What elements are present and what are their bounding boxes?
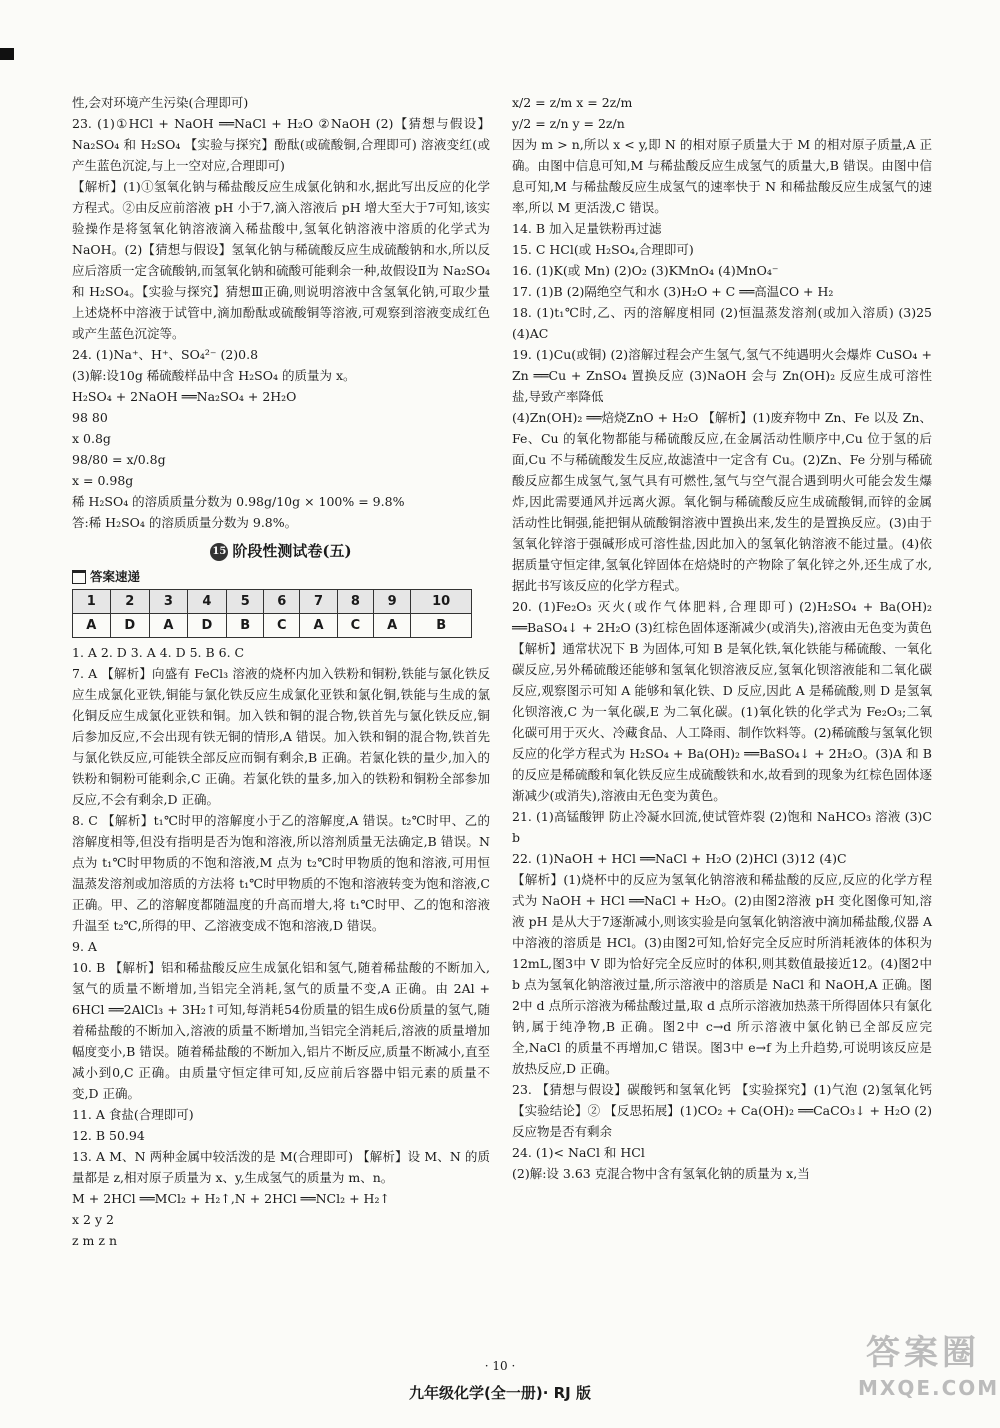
answer-7: 7. A 【解析】向盛有 FeCl₃ 溶液的烧杯内加入铁粉和铜粉,铁能与氯化铁反应生成氯化亚铁,铜能与氯化铁反应生成氯化亚铁和氯化铜,铁能与生成的氯化铜反应生成氯化亚铁和铜。加入铁和铜的混合物,铁首先与氯化铁反应,铜后参加反应,不会出现有铁无铜的情形,A 错误。加入铁和铜的混合物,铁首先与氯化铁反应,可能铁全部反应而铜有剩余,B 正确。若氯化铁的量少,加入的铁粉和铜粉可能剩余,C 正确。若氯化铁的量多,加入的铁粉和铜粉全部参加反应,不会有剩余,D 正确。	[72, 666, 490, 807]
answer-13: 13. A M、N 两种金属中较活泼的是 M(合理即可) 【解析】设 M、N 的质量都是 z,相对原子质量为 x、y,生成氢气的质量为 m、n。	[72, 1149, 490, 1185]
book-icon	[72, 570, 86, 584]
solution-24: (2)解:设 3.63 克混合物中含有氢氧化钠的质量为 x,当	[512, 1166, 810, 1181]
table-cell: B	[227, 614, 264, 638]
answer-20: 20. (1)Fe₂O₃ 灭火(或作气体肥料,合理即可) (2)H₂SO₄ + Ba(OH)₂ ══BaSO₄↓ + 2H₂O (3)红棕色固体逐渐减少(或消失),溶液由无色变为黄色 【解析】通常状况下 B 为固体,可知 B 是氧化铁,氧化铁能与稀硫酸、一氧化碳反应,另外稀硫酸还能够和氢氧化钡溶液反应,氢氧化钡溶液能和二氧化碳反应,观察图示可知 A 能够和氧化铁、D 反应,因此 A 是稀硫酸,则 D 是氢氧化钡溶液,C 为一氧化碳,E 为二氧化碳。(1)氧化铁的化学式为 Fe₂O₃;二氧化碳可用于灭火、冷藏食品、人工降雨、制作饮料等。(2)稀硫酸与氢氧化钡反应的化学方程式为 H₂SO₄ + Ba(OH)₂ ══BaSO₄↓ + 2H₂O。(3)A 和 B 的反应是稀硫酸和氧化铁反应生成硫酸铁和水,故看到的现象为红棕色固体逐渐减少(或消失),溶液由无色变为黄色。	[512, 599, 932, 803]
answer-23: 23. (1)①HCl + NaOH ══NaCl + H₂O ②NaOH (2)【猜想与假设】Na₂SO₄ 和 H₂SO₄ 【实验与探究】酚酞(或硫酸铜,合理即可) 溶液变红(或产生蓝色沉淀,与上一空对应,合理即可)	[72, 116, 490, 173]
left-column	[72, 92, 490, 1251]
table-cell: A	[150, 614, 188, 638]
analysis-22: 【解析】(1)烧杯中的反应为氢氧化钠溶液和稀盐酸的反应,反应的化学方程式为 NaOH + HCl ══NaCl + H₂O。(2)由图2溶液 pH 变化图像可知,溶液 pH 是从大于7逐渐减小,则该实验是向氢氧化钠溶液中滴加稀盐酸,仪器 A 中溶液的溶质是 HCl。(3)由图2可知,恰好完全反应时所消耗液体的体积为 12mL,图3中 V 即为恰好完全反应时的体积,则其数值最接近12。(4)图2中 b 点为氢氧化钠溶液过量,所示溶液中的溶质是 NaCl 和 NaOH,A 正确。图2中 d 点所示溶液为稀盐酸过量,取 d 点所示溶液加热蒸干所得固体只有氯化钠,属于纯净物,B 正确。图2中 c→d 所示溶液中氯化钠已全部反应完全,NaCl 的质量不再增加,C 错误。图3中 e→f 为上升趋势,可说明该反应是放热反应,D 正确。	[512, 872, 932, 1076]
watermark-top: 答案圈	[866, 1333, 980, 1373]
answer-23: 23. 【猜想与假设】碳酸钙和氢氧化钙 【实验探究】(1)气泡 (2)氢氧化钙 【实验结论】② 【反思拓展】(1)CO₂ + Ca(OH)₂ ══CaCO₃↓ + H₂O (2)反应物是否有剩余	[512, 1082, 932, 1139]
table-cell: 7	[300, 590, 338, 614]
table-cell: A	[373, 614, 411, 638]
answer-14: 14. B 加入足量铁粉再过滤	[512, 221, 662, 236]
answers-1-6: 1. A 2. D 3. A 4. D 5. B 6. C	[72, 645, 245, 660]
answer-22: 22. (1)NaOH + HCl ══NaCl + H₂O (2)HCl (3)12 (4)C	[512, 851, 847, 866]
answer-17: 17. (1)B (2)隔绝空气和水 (3)H₂O + C ══高温CO + H₂	[512, 284, 834, 299]
table-cell: 3	[150, 590, 188, 614]
proportion: 98/80 = x/0.8g	[72, 452, 166, 467]
right-column	[512, 92, 932, 1184]
table-cell: B	[411, 614, 472, 638]
analysis-13: 因为 m > n,所以 x < y,即 N 的相对原子质量大于 M 的相对原子质量,A 正确。由图中信息可知,M 与稀盐酸反应生成氢气的质量大,B 错误。由图中信息可知,M 与稀盐酸反应生成氢气的速率快于 N 和稀盐酸反应生成氢气的速率,所以 M 更活泼,C 错误。	[512, 137, 932, 215]
answer-10: 10. B 【解析】铝和稀盐酸反应生成氯化铝和氢气,随着稀盐酸的不断加入,氢气的质量不断增加,当铝完全消耗,氢气的质量不变,A 正确。由 2Al + 6HCl ══2AlCl₃ + 3H₂↑可知,每消耗54份质量的铝生成6份质量的氢气,随着稀盐酸的不断加入,溶液的质量不断增加,当铝完全消耗后,溶液的质量增加幅度变小,B 错误。随着稀盐酸的不断加入,铝片不断反应,质量不断减小,直至减小到0,C 正确。由质量守恒定律可知,反应前后容器中铝元素的质量不变,D 正确。	[72, 960, 490, 1101]
footer-title: 九年级化学(全一册)· RJ 版	[409, 1384, 591, 1402]
answer-9: 9. A	[72, 939, 97, 954]
section-title-text: 阶段性测试卷(五)	[232, 542, 352, 560]
section-badge: 15	[210, 543, 228, 561]
table-cell: D	[110, 614, 150, 638]
table-cell: 1	[73, 590, 111, 614]
answer-8: 8. C 【解析】t₁℃时甲的溶解度小于乙的溶解度,A 错误。t₂℃时甲、乙的溶解度相等,但没有指明是否为饱和溶液,所以溶剂质量无法确定,B 错误。N 点为 t₁℃时甲物质的不饱和溶液,M 点为 t₂℃时甲物质的饱和溶液,可用恒温蒸发溶剂或加溶质的方法将 t₁℃时甲物质的不饱和溶液转变为饱和溶液,C 正确。甲、乙的溶解度都随温度的升高而增大,将 t₁℃时甲、乙的饱和溶液升温至 t₂℃,所得的甲、乙溶液变成不饱和溶液,D 错误。	[72, 813, 490, 933]
table-cell: 8	[337, 590, 373, 614]
mass-fraction: 稀 H₂SO₄ 的溶质质量分数为 0.98g/10g × 100% = 9.8%	[72, 494, 405, 509]
table-cell: 5	[227, 590, 264, 614]
analysis-23: 【解析】(1)①氢氧化钠与稀盐酸反应生成氯化钠和水,据此写出反应的化学方程式。②由反应前溶液 pH 小于7,滴入溶液后 pH 增大至大于7可知,该实验操作是将氢氧化钠溶液滴入稀盐酸中,氢氧化钠溶液中溶质的化学式为 NaOH。(2)【猜想与假设】氢氧化钠与稀硫酸反应生成硫酸钠和水,所以反应后溶质一定含硫酸钠,而氢氧化钠和硫酸可能剩余一种,故假设Ⅱ为 Na₂SO₄ 和 H₂SO₄。【实验与探究】猜想Ⅲ正确,则说明溶液中含氢氧化钠,可取少量上述烧杯中溶液于试管中,滴加酚酞或硫酸铜等溶液,可观察到溶液变成红色或产生蓝色沉淀等。	[72, 179, 490, 341]
answer-15: 15. C HCl(或 H₂SO₄,合理即可)	[512, 242, 694, 257]
answer-table-numbers	[73, 590, 472, 614]
table-cell: C	[337, 614, 373, 638]
answer-16: 16. (1)K(或 Mn) (2)O₂ (3)KMnO₄ (4)MnO₄⁻	[512, 263, 779, 278]
proportion: y/2 = z/n y = 2z/n	[512, 116, 625, 131]
answer-quick-label: 答案速递	[90, 569, 141, 584]
table-cell: D	[187, 614, 227, 638]
ratio-line: x 0.8g	[72, 431, 111, 446]
watermark-bottom: MXQE.COM	[858, 1376, 1000, 1400]
answer-24: 24. (1)< NaCl 和 HCl	[512, 1145, 645, 1160]
answer-24: 24. (1)Na⁺、H⁺、SO₄²⁻ (2)0.8	[72, 347, 259, 362]
page-number: · 10 ·	[484, 1359, 516, 1373]
table-cell: 2	[110, 590, 150, 614]
answer-table-answers	[73, 614, 472, 638]
answer-18: 18. (1)t₁℃时,乙、丙的溶解度相同 (2)恒温蒸发溶剂(或加入溶质) (3)25 (4)AC	[512, 305, 932, 341]
proportion: x/2 = z/m x = 2z/m	[512, 95, 633, 110]
solution-24: (3)解:设10g 稀硫酸样品中含 H₂SO₄ 的质量为 x。	[72, 368, 356, 383]
answer-21: 21. (1)高锰酸钾 防止冷凝水回流,使试管炸裂 (2)饱和 NaHCO₃ 溶液 (3)C b	[512, 809, 932, 845]
equation: M + 2HCl ══MCl₂ + H₂↑,N + 2HCl ══NCl₂ + H₂↑	[72, 1191, 390, 1206]
answer-quick-heading	[72, 566, 490, 587]
paragraph: 性,会对环境产生污染(合理即可)	[72, 95, 249, 110]
result: x = 0.98g	[72, 473, 134, 488]
ratio-line: 98 80	[72, 410, 108, 425]
corner-mark	[0, 48, 14, 60]
watermark-logo	[858, 1330, 1000, 1420]
table-cell: C	[264, 614, 300, 638]
answer-12: 12. B 50.94	[72, 1128, 145, 1143]
table-cell: A	[300, 614, 338, 638]
table-cell: A	[73, 614, 111, 638]
table-cell: 9	[373, 590, 411, 614]
table-cell: 4	[187, 590, 227, 614]
ratio-line: z m z n	[72, 1233, 117, 1248]
final-answer: 答:稀 H₂SO₄ 的溶质质量分数为 9.8%。	[72, 515, 298, 530]
answer-11: 11. A 食盐(合理即可)	[72, 1107, 194, 1122]
answer-19: 19. (1)Cu(或铜) (2)溶解过程会产生氢气,氢气不纯遇明火会爆炸 CuSO₄ + Zn ══Cu + ZnSO₄ 置换反应 (3)NaOH 会与 Zn(OH)₂ 反应生成可溶性盐,导致产率降低	[512, 347, 932, 404]
equation: H₂SO₄ + 2NaOH ══Na₂SO₄ + 2H₂O	[72, 389, 297, 404]
analysis-19: (4)Zn(OH)₂ ══焙烧ZnO + H₂O 【解析】(1)废弃物中 Zn、Fe 以及 Zn、Fe、Cu 的氧化物都能与稀硫酸反应,在金属活动性顺序中,Cu 位于氢的后面,Cu 不与稀硫酸发生反应,故滤渣中一定含有 Cu。(2)Zn、Fe 分别与稀硫酸反应都生成氢气,氢气具有可燃性,氢气与空气混合遇到明火可能会发生爆炸,因此需要通风并远离火源。氧化铜与稀硫酸反应生成硫酸铜,而锌的金属活动性比铜强,能把铜从硫酸铜溶液中置换出来,发生的是置换反应。(3)由于氢氧化锌溶于强碱形成可溶性盐,因此加入的氢氧化钠溶液不能过量。(4)依据质量守恒定律,氢氧化锌固体在焙烧时的产物除了氧化锌之外,还生成了水,据此书写该反应的化学方程式。	[512, 410, 932, 593]
table-cell: 10	[411, 590, 472, 614]
table-cell: 6	[264, 590, 300, 614]
answer-table	[72, 589, 472, 638]
ratio-line: x 2 y 2	[72, 1212, 114, 1227]
section-title	[72, 541, 490, 562]
